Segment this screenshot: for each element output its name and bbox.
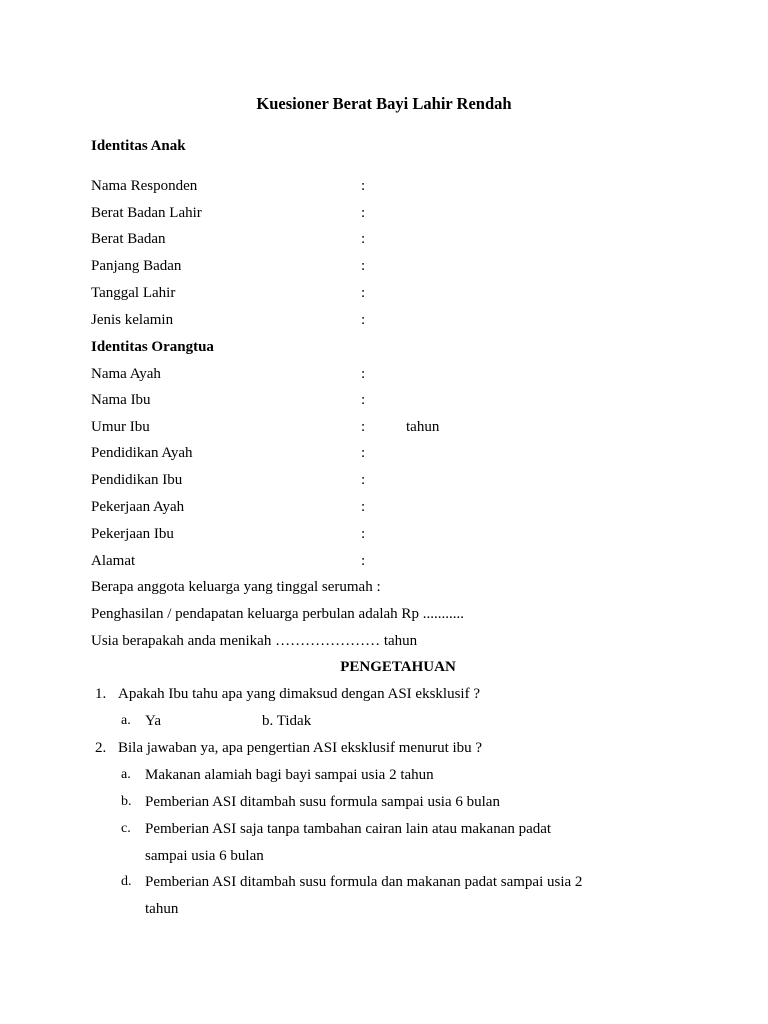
question-text: Bila jawaban ya, apa pengertian ASI eksklusif menurut ibu ? (118, 740, 483, 756)
section-heading-parent-identity: Identitas Orangtua (91, 339, 214, 355)
document-title: Kuesioner Berat Bayi Lahir Rendah (256, 94, 512, 113)
field-label-pekerjaan-ibu: Pekerjaan Ibu (91, 526, 174, 542)
option-text: Pemberian ASI saja tanpa tambahan cairan lain atau makanan padat (145, 821, 552, 837)
field-label-berat-badan: Berat Badan (91, 231, 166, 247)
option-text-continued: tahun (145, 901, 179, 917)
option-text: Pemberian ASI ditambah susu formula sampai usia 6 bulan (145, 794, 500, 810)
section-heading-child-identity: Identitas Anak (91, 138, 186, 154)
field-label-nama-responden: Nama Responden (91, 178, 198, 194)
field-colon: : (361, 231, 366, 247)
question-marriage-age: Usia berapakah anda menikah ………………… tahun (91, 633, 418, 649)
field-colon: : (361, 553, 366, 569)
field-label-jenis-kelamin: Jenis kelamin (91, 312, 174, 328)
field-label-berat-badan-lahir: Berat Badan Lahir (91, 205, 202, 221)
option-letter: a. (121, 767, 131, 782)
field-colon: : (361, 285, 366, 301)
field-label-umur-ibu: Umur Ibu (91, 419, 150, 435)
field-colon: : (361, 445, 366, 461)
question-number: 1. (95, 686, 107, 702)
field-label-alamat: Alamat (91, 553, 136, 569)
option-letter: c. (121, 821, 131, 836)
field-label-nama-ayah: Nama Ayah (91, 366, 161, 382)
option-text: Makanan alamiah bagi bayi sampai usia 2 tahun (145, 767, 434, 783)
field-label-nama-ibu: Nama Ibu (91, 392, 151, 408)
option-letter: a. (121, 713, 131, 728)
field-colon: : (361, 472, 366, 488)
field-colon: : (361, 366, 366, 382)
field-colon: : (361, 526, 366, 542)
field-suffix-tahun: tahun (406, 419, 440, 435)
field-colon: : (361, 392, 366, 408)
option-letter: d. (121, 874, 132, 889)
field-colon: : (361, 205, 366, 221)
field-label-pekerjaan-ayah: Pekerjaan Ayah (91, 499, 185, 515)
field-colon: : (361, 419, 366, 435)
field-label-pendidikan-ayah: Pendidikan Ayah (91, 445, 193, 461)
question-household-members: Berapa anggota keluarga yang tinggal serumah : (91, 579, 381, 595)
field-colon: : (361, 178, 366, 194)
section-heading-knowledge: PENGETAHUAN (340, 659, 456, 675)
question-text: Apakah Ibu tahu apa yang dimaksud dengan ASI eksklusif ? (118, 686, 480, 702)
option-letter: b. (121, 794, 132, 809)
question-family-income: Penghasilan / pendapatan keluarga perbulan adalah Rp ........... (91, 606, 464, 622)
field-label-tanggal-lahir: Tanggal Lahir (91, 285, 176, 301)
field-colon: : (361, 312, 366, 328)
question-number: 2. (95, 740, 107, 756)
field-colon: : (361, 258, 366, 274)
option-text-continued: sampai usia 6 bulan (145, 848, 264, 864)
field-label-pendidikan-ibu: Pendidikan Ibu (91, 472, 183, 488)
option-text: b. Tidak (262, 713, 312, 729)
field-label-panjang-badan: Panjang Badan (91, 258, 182, 274)
field-colon: : (361, 499, 366, 515)
option-text: Pemberian ASI ditambah susu formula dan makanan padat sampai usia 2 (145, 874, 583, 890)
option-text: Ya (145, 713, 161, 729)
